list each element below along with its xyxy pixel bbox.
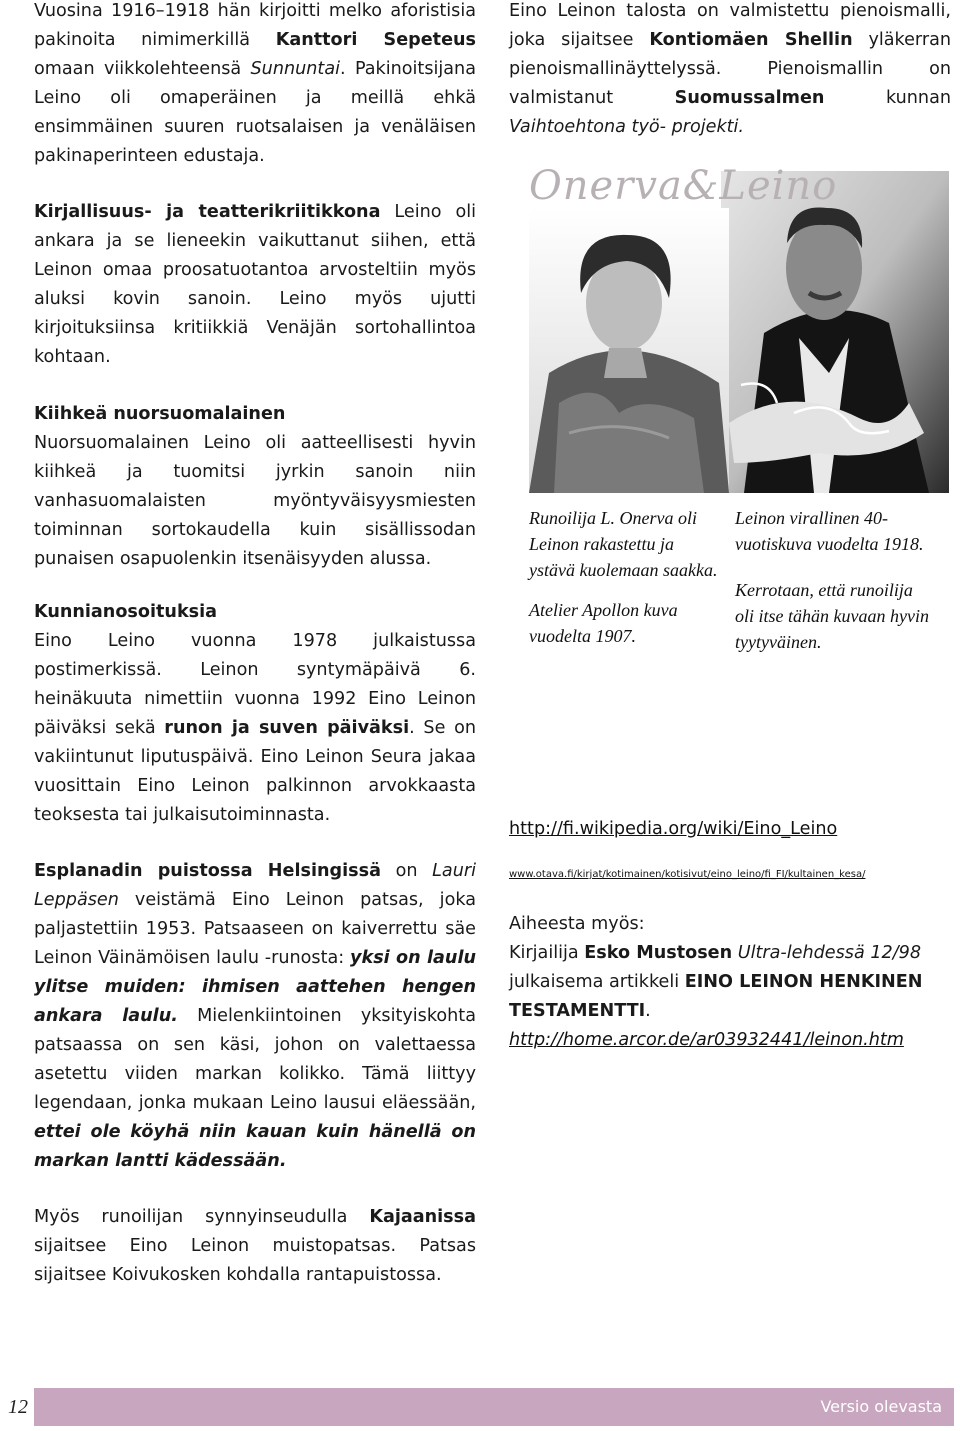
arcor-link[interactable]: http://home.arcor.de/ar03932441/leinon.htm bbox=[509, 1030, 904, 1050]
right-column bbox=[509, 0, 951, 142]
related-articles: Aiheesta myös: Kirjailija Esko Mustosen Ultra-lehdessä 12/98 julkaisema artikkeli EINO LEINON HENKINEN TESTAMENTTI. http://home.arcor.de/ar03932441/leinon.htm bbox=[509, 914, 923, 1050]
paragraph-kriitikko: Kirjallisuus- ja teatterikriitikkona Leino oli ankara ja se lieneekin vaikuttanut siihen, että Leinon omaa proosatuotantoa arvosteltiin myös aluksi kovin sanoin. Leino myös ujutti kirjoituksiinsa kritiikkiä Venäjän sortohallintoa kohtaan. bbox=[34, 202, 476, 367]
otava-link[interactable]: www.otava.fi/kirjat/kotimainen/kotisivut/eino_leino/fi_FI/kultainen_kesa/ bbox=[509, 869, 866, 880]
page-number: 12 bbox=[8, 1396, 28, 1418]
portrait-photos bbox=[529, 163, 949, 493]
references bbox=[509, 815, 954, 1055]
footer-label: Versio olevasta bbox=[820, 1397, 942, 1416]
caption-onerva: Runoilija L. Onerva oli Leinon rakastettu ja ystävä kuolemaan saakka. Atelier Apollon kuva vuodelta 1907. bbox=[529, 508, 718, 646]
caption-leino: Leinon virallinen 40-vuotiskuva vuodelta 1918. Kerrotaan, että runoilija oli itse tähän kuvaan hyvin tyytyväinen. bbox=[735, 508, 929, 652]
paragraph-pienoismalli: Eino Leinon talosta on valmistettu pienoismalli, joka sijaitsee Kontiomäen Shellin yläkerran pienoismallinäyttelyssä. Pienoismallin on valmistanut Suomussalmen kunnan Vaihtoehtona työ- projekti. bbox=[509, 1, 952, 137]
photo-collage bbox=[529, 163, 949, 493]
onerva-portrait bbox=[529, 208, 729, 493]
photo-title: Onerva&Leino bbox=[529, 163, 838, 209]
leino-portrait bbox=[721, 171, 949, 493]
paragraph-kajaani: Myös runoilijan synnyinseudulla Kajaanissa sijaitsee Eino Leinon muistopatsas. Patsas sijaitsee Koivukosken kohdalla rantapuistossa. bbox=[34, 1207, 476, 1285]
section-kunnianosoituksia: Kunnianosoituksia Eino Leino vuonna 1978 julkaistussa postimerkissä. Leinon syntymäpäivä 6. heinäkuuta nimettiin vuonna 1992 Eino Leinon päiväksi sekä runon ja suven päiväksi. Se on vakiintunut liputuspäivä. Eino Leinon Seura jakaa vuosittain Eino Leinon palkinnon arvokkaasta teoksesta tai julkaisutoiminnasta. bbox=[34, 598, 476, 830]
paragraph-esplanadi: Esplanadin puistossa Helsingissä on Lauri Leppäsen veistämä Eino Leinon patsas, joka paljastettiin 1953. Patsaaseen on kaiverrettu säe Leinon Väinämöisen laulu -runosta: yksi on laulu ylitse muiden: ihmisen aattehen hengen ankara laulu. Mielenkiintoinen yksityiskohta patsaassa on sen käsi, johon on valettaessa asetettu viiden markan kolikko. Tämä liittyy legendaan, jonka mukaan Leino lausui eläessään, ettei ole köyhä niin kauan kuin hänellä on markan lantti kädessään. bbox=[34, 861, 476, 1171]
section-heading: Kunnianosoituksia bbox=[34, 602, 218, 622]
footer-bar bbox=[34, 1388, 954, 1426]
wikipedia-link[interactable]: http://fi.wikipedia.org/wiki/Eino_Leino bbox=[509, 819, 838, 839]
left-column bbox=[34, 0, 476, 1290]
section-nuorsuomalainen: Kiihkeä nuorsuomalainen Nuorsuomalainen Leino oli aatteellisesti hyvin kiihkeä ja tuomitsi jyrkin sanoin niin vanhasuomalaisten myöntyväisyysmiesten toiminnan sortokaudella kuin sisällissodan punaisen osapuolenkin itsenäisyyden alussa. bbox=[34, 400, 476, 574]
section-heading: Kiihkeä nuorsuomalainen bbox=[34, 404, 286, 424]
paragraph-pakinat: Vuosina 1916–1918 hän kirjoitti melko aforistisia pakinoita nimimerkillä Kanttori Sepeteus omaan viikkolehteensä Sunnuntai. Pakinoitsijana Leino oli omaperäinen ja meillä ehkä ensimmäinen suuren ruotsalaisen ja venäläisen pakinaperinteen edustaja. bbox=[34, 1, 476, 166]
